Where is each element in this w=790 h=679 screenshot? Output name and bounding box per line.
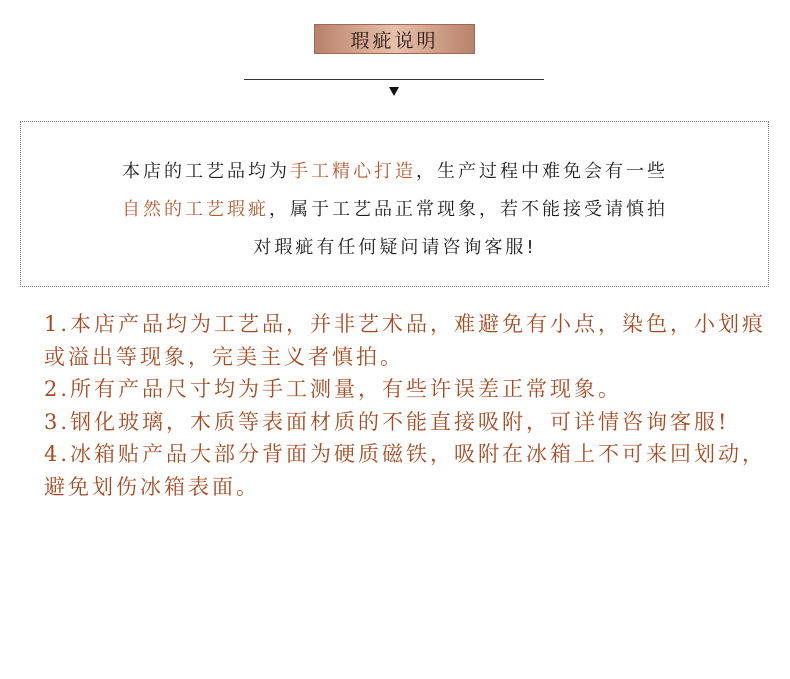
notice-text: ，属于工艺品正常现象，若不能接受请慎拍 bbox=[269, 199, 668, 220]
notice-highlight: 自然的工艺瑕疵 bbox=[122, 199, 269, 220]
notice-text: 本店的工艺品均为 bbox=[122, 161, 290, 182]
down-triangle-icon bbox=[389, 87, 399, 96]
section-title bbox=[314, 24, 475, 54]
list-item: 3.钢化玻璃，木质等表面材质的不能直接吸附，可详情咨询客服! bbox=[44, 409, 730, 434]
divider-line bbox=[244, 79, 544, 80]
list-item: 4.冰箱贴产品大部分背面为硬质磁铁，吸附在冰箱上不可来回划动，避免划伤冰箱表面。 bbox=[44, 442, 767, 499]
list-item: 2.所有产品尺寸均为手工测量，有些许误差正常现象。 bbox=[44, 377, 623, 401]
notice-text: 对瑕疵有任何疑问请咨询客服! bbox=[253, 237, 537, 258]
section-title-text: 瑕疵说明 bbox=[350, 29, 439, 52]
notice-line-3 bbox=[0, 233, 790, 259]
list-item: 1.本店产品均为工艺品，并非艺术品，难避免有小点，染色，小划痕或溢出等现象，完美主义者慎拍。 bbox=[44, 312, 767, 369]
notice-highlight: 手工精心打造 bbox=[290, 161, 416, 182]
notes-list bbox=[44, 308, 774, 503]
notice-text: ，生产过程中难免会有一些 bbox=[416, 161, 668, 182]
notice-line-2 bbox=[0, 195, 790, 221]
notice-line-1 bbox=[0, 157, 790, 183]
